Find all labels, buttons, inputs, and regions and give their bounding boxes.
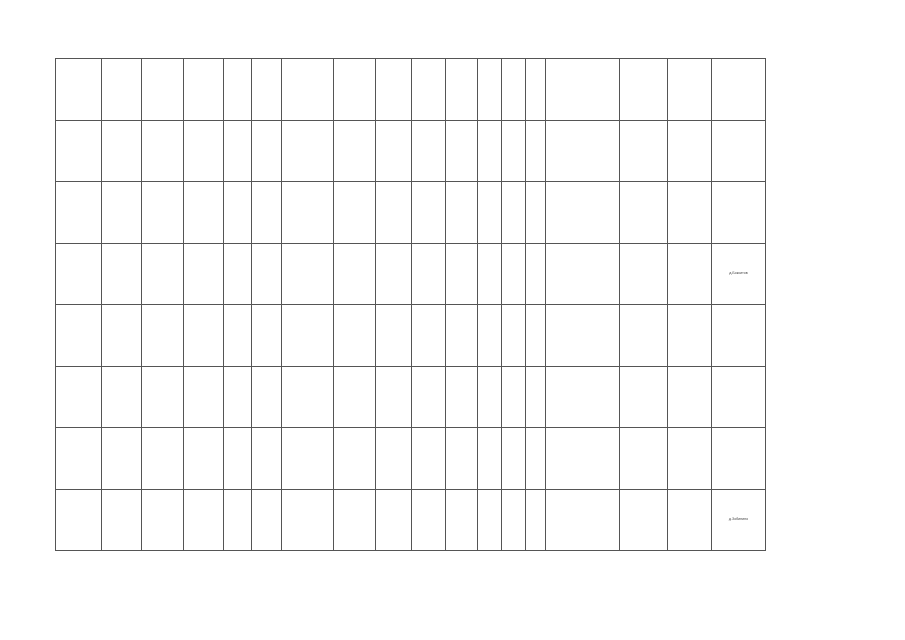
table-cell bbox=[668, 59, 712, 121]
table-cell bbox=[412, 59, 446, 121]
table-cell bbox=[224, 120, 252, 182]
table-cell bbox=[446, 366, 478, 428]
table-cell bbox=[712, 305, 766, 367]
table-cell bbox=[282, 489, 334, 551]
table-cell bbox=[478, 59, 502, 121]
table-cell bbox=[282, 120, 334, 182]
table-cell bbox=[334, 59, 376, 121]
table-cell bbox=[546, 489, 620, 551]
table-cell bbox=[184, 120, 224, 182]
table-cell bbox=[142, 243, 184, 305]
table-cell bbox=[412, 120, 446, 182]
table-cell: д.Зобинино bbox=[712, 489, 766, 551]
table-cell bbox=[502, 120, 526, 182]
table-cell bbox=[142, 59, 184, 121]
table-cell bbox=[526, 366, 546, 428]
table-cell bbox=[184, 59, 224, 121]
table-cell bbox=[620, 428, 668, 490]
table-cell bbox=[478, 305, 502, 367]
table-cell bbox=[478, 489, 502, 551]
table-cell bbox=[712, 428, 766, 490]
table-cell bbox=[376, 182, 412, 244]
table-cell bbox=[224, 428, 252, 490]
table-cell bbox=[546, 120, 620, 182]
table-cell bbox=[282, 428, 334, 490]
table-cell bbox=[56, 366, 102, 428]
table-cell bbox=[668, 305, 712, 367]
table-cell bbox=[620, 243, 668, 305]
table-cell bbox=[102, 120, 142, 182]
table-cell bbox=[102, 428, 142, 490]
table-cell bbox=[668, 120, 712, 182]
table-cell bbox=[282, 305, 334, 367]
table-cell bbox=[252, 428, 282, 490]
table-cell bbox=[142, 120, 184, 182]
table-cell bbox=[446, 428, 478, 490]
table-cell bbox=[282, 243, 334, 305]
table-cell bbox=[376, 305, 412, 367]
table-cell bbox=[56, 182, 102, 244]
table-cell bbox=[282, 182, 334, 244]
table-cell bbox=[376, 366, 412, 428]
table-cell bbox=[526, 428, 546, 490]
table-body bbox=[56, 59, 766, 551]
table-cell bbox=[712, 366, 766, 428]
table-cell bbox=[334, 305, 376, 367]
table-cell bbox=[56, 305, 102, 367]
table-row bbox=[56, 59, 766, 121]
table-cell bbox=[224, 59, 252, 121]
table-cell bbox=[526, 59, 546, 121]
table-cell bbox=[502, 243, 526, 305]
table-cell bbox=[526, 120, 546, 182]
table-cell bbox=[446, 305, 478, 367]
table-cell bbox=[224, 489, 252, 551]
table-cell bbox=[56, 489, 102, 551]
table-cell bbox=[546, 59, 620, 121]
table-cell: д.Бокситов bbox=[712, 243, 766, 305]
table-cell bbox=[712, 59, 766, 121]
table-cell bbox=[224, 182, 252, 244]
table-cell bbox=[56, 120, 102, 182]
table-cell bbox=[102, 305, 142, 367]
table-cell bbox=[142, 366, 184, 428]
table-cell bbox=[526, 305, 546, 367]
table-cell bbox=[620, 366, 668, 428]
table-cell bbox=[142, 305, 184, 367]
table-cell bbox=[252, 305, 282, 367]
table-cell bbox=[224, 305, 252, 367]
table-cell bbox=[620, 182, 668, 244]
table-cell bbox=[620, 305, 668, 367]
table-cell bbox=[252, 489, 282, 551]
table-cell bbox=[142, 182, 184, 244]
table-row bbox=[56, 120, 766, 182]
table-cell bbox=[142, 428, 184, 490]
table-cell bbox=[334, 182, 376, 244]
table-cell bbox=[102, 182, 142, 244]
table-cell bbox=[142, 489, 184, 551]
table-cell bbox=[502, 305, 526, 367]
table-cell bbox=[334, 366, 376, 428]
table-cell bbox=[184, 489, 224, 551]
registry-table bbox=[55, 58, 766, 551]
table-cell bbox=[620, 59, 668, 121]
table-cell bbox=[620, 120, 668, 182]
table-row bbox=[56, 243, 766, 305]
table-cell bbox=[668, 182, 712, 244]
table-cell bbox=[546, 243, 620, 305]
table-cell bbox=[102, 366, 142, 428]
table-row bbox=[56, 366, 766, 428]
table-cell bbox=[446, 120, 478, 182]
table-cell bbox=[252, 120, 282, 182]
table-cell bbox=[668, 243, 712, 305]
table-cell bbox=[56, 59, 102, 121]
table-cell bbox=[282, 59, 334, 121]
table-cell bbox=[376, 428, 412, 490]
table-cell bbox=[526, 182, 546, 244]
table-cell bbox=[412, 489, 446, 551]
table-cell bbox=[546, 428, 620, 490]
table-cell bbox=[334, 243, 376, 305]
table-cell bbox=[252, 182, 282, 244]
table-cell bbox=[102, 489, 142, 551]
table-cell bbox=[712, 182, 766, 244]
table-cell bbox=[376, 120, 412, 182]
table-cell bbox=[102, 243, 142, 305]
table-row bbox=[56, 428, 766, 490]
table-cell bbox=[478, 428, 502, 490]
table-cell bbox=[712, 120, 766, 182]
table-cell bbox=[412, 182, 446, 244]
table-cell bbox=[56, 428, 102, 490]
table-cell bbox=[184, 243, 224, 305]
table-cell bbox=[668, 489, 712, 551]
table-row bbox=[56, 305, 766, 367]
table-cell bbox=[478, 243, 502, 305]
table-cell bbox=[546, 366, 620, 428]
table-cell bbox=[526, 489, 546, 551]
table-cell bbox=[502, 428, 526, 490]
table-cell bbox=[502, 182, 526, 244]
table-cell bbox=[56, 243, 102, 305]
table-cell bbox=[412, 428, 446, 490]
table-cell bbox=[334, 120, 376, 182]
table-cell bbox=[224, 243, 252, 305]
table-cell bbox=[446, 182, 478, 244]
table-cell bbox=[526, 243, 546, 305]
table-cell bbox=[546, 182, 620, 244]
table-cell bbox=[478, 120, 502, 182]
table-cell bbox=[478, 182, 502, 244]
table-cell bbox=[446, 243, 478, 305]
table-cell bbox=[446, 59, 478, 121]
table-row bbox=[56, 489, 766, 551]
table-cell bbox=[282, 366, 334, 428]
table-cell bbox=[412, 366, 446, 428]
table-cell bbox=[334, 489, 376, 551]
table-row bbox=[56, 182, 766, 244]
table-cell bbox=[502, 489, 526, 551]
table-cell bbox=[252, 243, 282, 305]
table-cell bbox=[334, 428, 376, 490]
table-cell bbox=[102, 59, 142, 121]
table-cell bbox=[446, 489, 478, 551]
table-cell bbox=[224, 366, 252, 428]
table-cell bbox=[620, 489, 668, 551]
table-cell bbox=[252, 366, 282, 428]
table-cell bbox=[376, 243, 412, 305]
table-cell bbox=[502, 366, 526, 428]
table-cell bbox=[184, 428, 224, 490]
table-cell bbox=[412, 305, 446, 367]
table-cell bbox=[184, 305, 224, 367]
table-cell bbox=[184, 366, 224, 428]
table-cell bbox=[376, 489, 412, 551]
table-cell bbox=[502, 59, 526, 121]
table-cell bbox=[546, 305, 620, 367]
table-cell bbox=[252, 59, 282, 121]
table-cell bbox=[668, 428, 712, 490]
table-cell bbox=[376, 59, 412, 121]
table-cell bbox=[184, 182, 224, 244]
table-cell bbox=[668, 366, 712, 428]
table-cell bbox=[478, 366, 502, 428]
table-cell bbox=[412, 243, 446, 305]
